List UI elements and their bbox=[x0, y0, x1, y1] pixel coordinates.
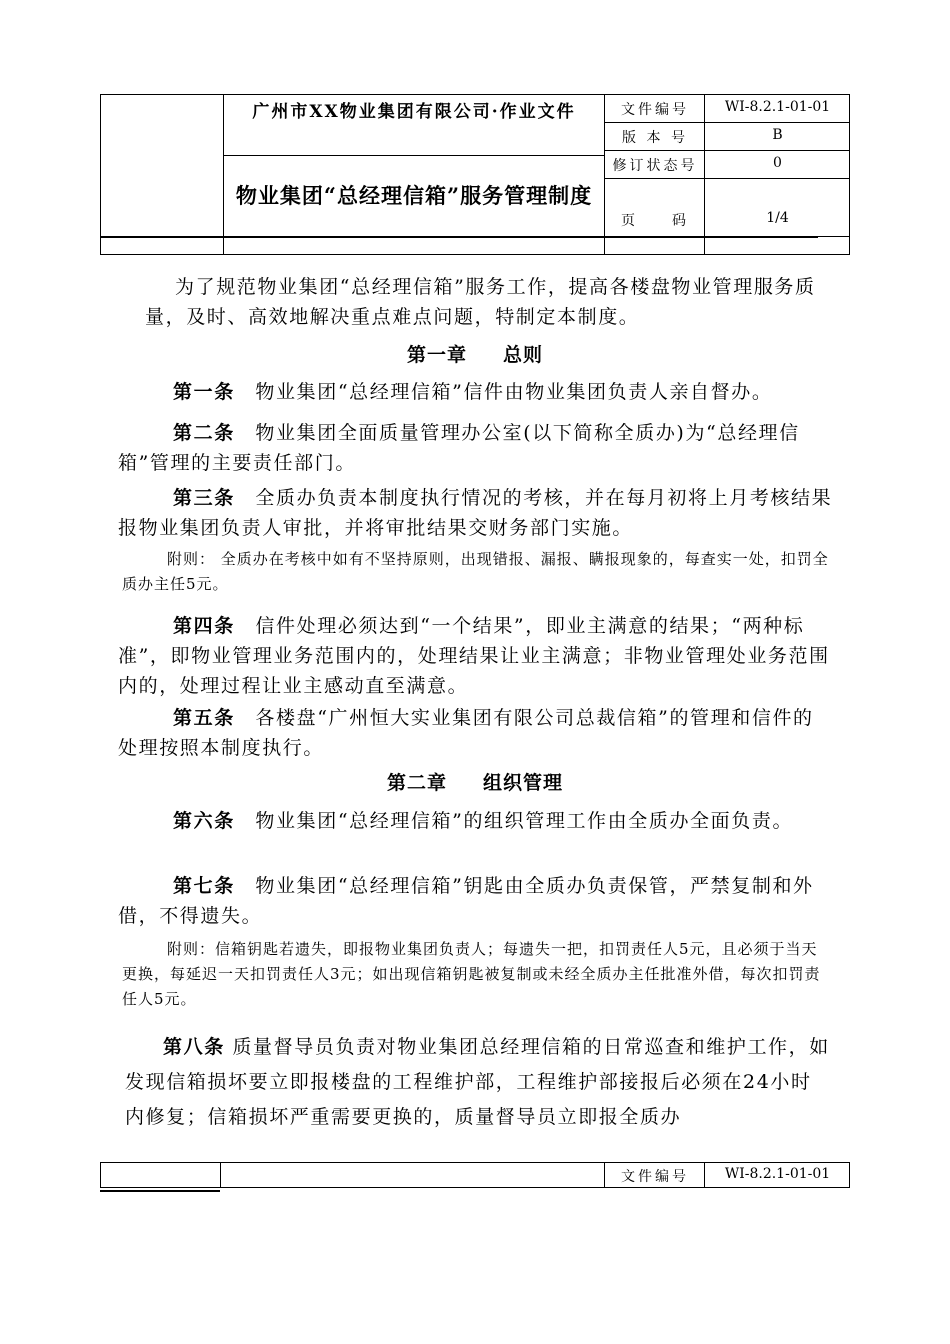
article-text: 物业集团“总经理信箱”的组织管理工作由全质办全面负责。 bbox=[255, 810, 794, 832]
footer-file-number-value: WI-8.2.1-01-01 bbox=[724, 1166, 831, 1182]
article-number: 第六条 bbox=[173, 810, 235, 832]
table-divider bbox=[604, 1162, 605, 1188]
intro-paragraph: 为了规范物业集团“总经理信箱”服务工作，提高各楼盘物业管理服务质量，及时、高效地解决重点难点问题，特制定本制度。 bbox=[145, 276, 816, 328]
table-divider bbox=[704, 94, 705, 255]
document-header-table bbox=[100, 94, 850, 255]
table-border-right bbox=[849, 1162, 850, 1188]
company-name: 广州市XX物业集团有限公司·作业文件 bbox=[252, 102, 576, 122]
article-text: 全质办负责本制度执行情况的考核，并在每月初将上月考核结果报物业集团负责人审批，并将审批结果交财务部门实施。 bbox=[118, 487, 833, 539]
footer-file-number-label: 文件编号 bbox=[621, 1169, 689, 1185]
article-number: 第四条 bbox=[173, 615, 235, 637]
table-divider bbox=[704, 1162, 705, 1188]
note-paragraph: 附则： 全质办在考核中如有不坚持原则，出现错报、漏报、瞒报现象的，每查实一处，扣罚全质办主任5元。 bbox=[122, 550, 829, 593]
document-footer-table bbox=[100, 1162, 850, 1192]
article-paragraph bbox=[118, 871, 833, 931]
chapter-number: 第二章 bbox=[386, 772, 447, 794]
table-divider bbox=[224, 155, 604, 156]
article-paragraph bbox=[118, 483, 833, 543]
chapter-heading bbox=[0, 340, 950, 367]
article-text: 信件处理必须达到“一个结果”，即业主满意的结果；“两种标准”，即物业管理业务范围内的，处理结果让业主满意；非物业管理处业务范围内的，处理过程让业主感动直至满意。 bbox=[118, 615, 830, 697]
table-divider bbox=[604, 122, 850, 123]
note-paragraph: 附则：信箱钥匙若遗失，即报物业集团负责人；每遗失一把，扣罚责任人5元，且必须于当天更换，每延迟一天扣罚责任人3元；如出现信箱钥匙被复制或未经全质办主任批准外借，每次扣罚责任人5元。 bbox=[122, 940, 821, 1008]
article-paragraph bbox=[118, 806, 833, 836]
table-border-right bbox=[849, 94, 850, 255]
version-value: B bbox=[772, 127, 783, 143]
table-divider bbox=[220, 1162, 221, 1188]
chapter-title: 组织管理 bbox=[483, 772, 564, 794]
chapter-heading bbox=[0, 768, 950, 795]
chapter-number: 第一章 bbox=[406, 344, 467, 366]
article-paragraph bbox=[118, 611, 833, 701]
article-number: 第五条 bbox=[173, 707, 235, 729]
article-paragraph bbox=[118, 377, 833, 407]
table-border-top bbox=[100, 94, 850, 95]
table-divider bbox=[604, 178, 850, 179]
file-number-value: WI-8.2.1-01-01 bbox=[724, 99, 831, 115]
table-border-bottom bbox=[100, 254, 850, 255]
article-text: 质量督导员负责对物业集团总经理信箱的日常巡查和维护工作，如发现信箱损坏要立即报楼盘的工程维护部，工程维护部接报后必须在24小时内修复；信箱损坏严重需要更换的，质量督导员立即报全质办 bbox=[125, 1036, 830, 1128]
article-number: 第二条 bbox=[173, 422, 235, 444]
table-divider bbox=[604, 150, 850, 151]
article-number: 第八条 bbox=[163, 1036, 225, 1058]
document-title: 物业集团“总经理信箱”服务管理制度 bbox=[235, 183, 593, 208]
article-text: 各楼盘“广州恒大实业集团有限公司总裁信箱”的管理和信件的处理按照本制度执行。 bbox=[118, 707, 814, 759]
article-paragraph bbox=[118, 703, 833, 763]
revision-label: 修订状态号 bbox=[612, 158, 698, 174]
revision-value: 0 bbox=[773, 155, 782, 171]
page-label: 页 码 bbox=[621, 213, 689, 229]
article-text: 物业集团“总经理信箱”钥匙由全质办负责保管，严禁复制和外借，不得遗失。 bbox=[118, 875, 814, 927]
table-border-left bbox=[100, 1162, 101, 1188]
table-border-top bbox=[100, 1162, 850, 1163]
page-value: 1/4 bbox=[766, 210, 789, 226]
article-text: 物业集团“总经理信箱”信件由物业集团负责人亲自督办。 bbox=[255, 381, 773, 403]
article-number: 第七条 bbox=[173, 875, 235, 897]
table-divider bbox=[604, 94, 605, 255]
article-paragraph bbox=[125, 1030, 830, 1135]
chapter-title: 总则 bbox=[503, 344, 544, 366]
article-number: 第三条 bbox=[173, 487, 235, 509]
table-border-left bbox=[100, 94, 101, 255]
strike-line bbox=[100, 236, 818, 238]
version-label: 版 本 号 bbox=[622, 130, 688, 146]
article-number: 第一条 bbox=[173, 381, 235, 403]
article-text: 物业集团全面质量管理办公室(以下简称全质办)为“总经理信箱”管理的主要责任部门。 bbox=[118, 422, 800, 474]
table-border-bottom bbox=[100, 1187, 850, 1188]
article-paragraph bbox=[118, 418, 833, 478]
file-number-label: 文件编号 bbox=[621, 102, 689, 118]
footer-rule bbox=[100, 1190, 220, 1192]
